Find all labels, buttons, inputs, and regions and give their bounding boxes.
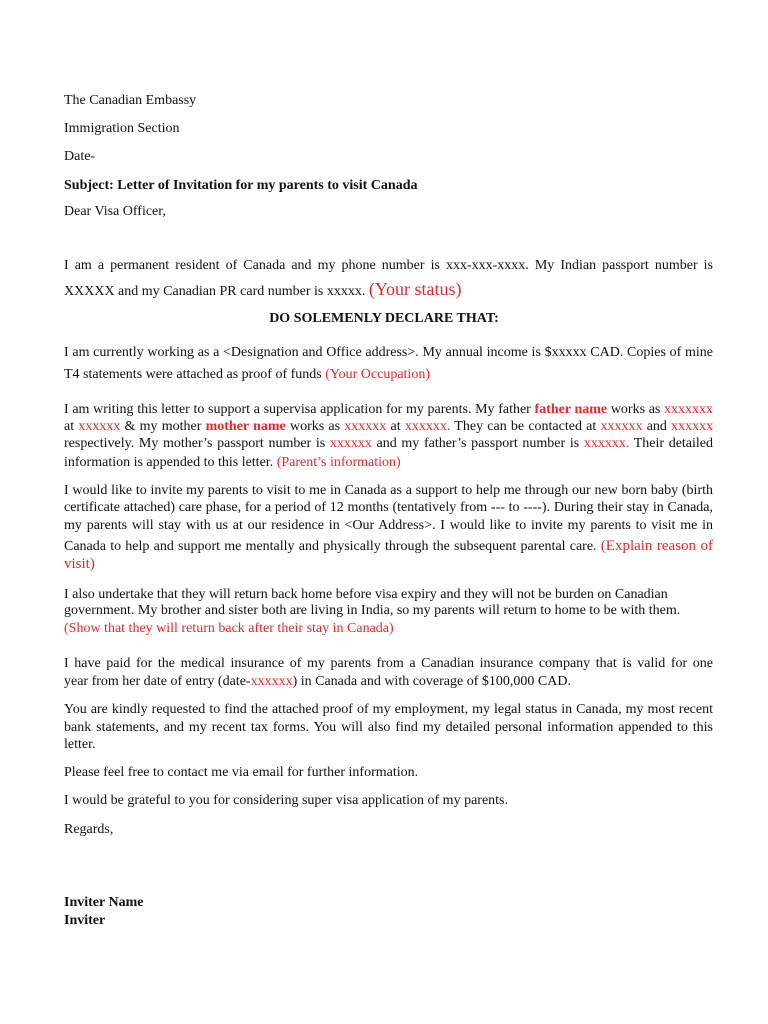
reason-note: (Explain reason of — [600, 538, 714, 554]
father-passport-placeholder: xxxxxx. — [583, 436, 630, 451]
p3-text: works as — [289, 419, 341, 434]
p3-text: & my mother — [124, 419, 202, 434]
p3-text: and — [646, 419, 667, 434]
reason-note-cont: visit) — [64, 556, 95, 572]
occupation-note: (Your Occupation) — [325, 367, 430, 382]
p3-text: works as — [610, 402, 661, 417]
p3-line1 — [64, 402, 713, 418]
p3-text: respectively. My mother’s passport number is — [64, 436, 326, 451]
your-status-note: (Your status) — [368, 279, 462, 299]
parents-info-note: (Parent’s information) — [276, 455, 401, 470]
p2-line2 — [64, 367, 430, 383]
p3-text: They can be contacted at — [454, 419, 597, 434]
declaration-heading: DO SOLEMENLY DECLARE THAT: — [269, 311, 499, 326]
p3-line4 — [64, 455, 401, 471]
father-workplace-placeholder: xxxxxxx — [664, 402, 714, 417]
p7-line3: letter. — [64, 737, 96, 752]
p4-line3: my parents will stay with us at our residence in <Our Address>. I would like to invite my parents to visit me in — [64, 518, 713, 533]
p2-text: T4 statements were attached as proof of funds — [64, 367, 322, 382]
date-line: Date- — [64, 149, 96, 164]
mother-name-placeholder: mother name — [205, 419, 286, 434]
entry-date-placeholder: xxxxxx — [250, 674, 293, 689]
p1-line1: I am a permanent resident of Canada and my phone number is xxx-xxx-xxxx. My Indian passport number is — [64, 258, 713, 273]
p3-line2 — [64, 419, 713, 435]
p5-line2: government. My brother and sister both are living in India, so my parents will return to home to be with them. — [64, 603, 681, 618]
p3-text: at — [390, 419, 401, 434]
p3-text: at — [64, 419, 75, 434]
subject-line: Subject: Letter of Invitation for my parents to visit Canada — [64, 178, 418, 193]
p3-text: and my father’s passport number is — [376, 436, 580, 451]
placeholder: xxxxxx — [600, 419, 643, 434]
p6-line2 — [64, 674, 571, 690]
p3-line3 — [64, 436, 713, 452]
mother-passport-placeholder: xxxxxx — [329, 436, 372, 451]
father-name-placeholder: father name — [534, 402, 608, 417]
return-note: (Show that they will return back after their stay in Canada) — [64, 621, 394, 636]
p4-text: Canada to help and support me mentally and physically through the subsequent parental care. — [64, 539, 597, 554]
p1-text: XXXXX and my Canadian PR card number is xxxxx. — [64, 284, 366, 299]
p2-line1: I am currently working as a <Designation and Office address>. My annual income is $xxxxx CAD. Copies of mine — [64, 345, 713, 360]
addressee-line: The Canadian Embassy — [64, 93, 197, 108]
p6-text: year from her date of entry (date- — [64, 674, 251, 689]
p3-text: I am writing this letter to support a supervisa application for my parents. My father — [64, 402, 531, 417]
p1-line2 — [64, 278, 462, 303]
p9-line: I would be grateful to you for considering super visa application of my parents. — [64, 793, 508, 808]
p7-line2: bank statements, and my recent tax forms. You will also find my detailed personal information appended to this — [64, 720, 713, 735]
placeholder: xxxxxx — [344, 419, 387, 434]
inviter-title: Inviter — [64, 913, 106, 928]
p6-line1: I have paid for the medical insurance of my parents from a Canadian insurance company that is valid for one — [64, 656, 713, 671]
section-line: Immigration Section — [64, 121, 180, 136]
placeholder: xxxxxx — [671, 419, 714, 434]
placeholder: xxxxxx. — [404, 419, 451, 434]
p4-line1: I would like to invite my parents to visit to me in Canada as a support to help me through our new born baby (birth — [64, 483, 713, 498]
p4-line4 — [64, 537, 713, 556]
inviter-name: Inviter Name — [64, 895, 144, 910]
p7-line1: You are kindly requested to find the attached proof of my employment, my legal status in Canada, my most recent — [64, 702, 713, 717]
salutation-line: Dear Visa Officer, — [64, 204, 166, 219]
p5-line1: I also undertake that they will return back home before visa expiry and they will not be burden on Canadian — [64, 587, 668, 602]
closing-line: Regards, — [64, 822, 114, 837]
p6-text: ) in Canada and with coverage of $100,000 CAD. — [292, 674, 571, 689]
p3-text: Their detailed — [633, 436, 714, 451]
p4-line2: certificate attached) care phase, for a period of 12 months (tentatively from --- to ----). During their stay in Canada, — [64, 500, 713, 515]
p3-text: information is appended to this letter. — [64, 455, 274, 470]
placeholder: xxxxxx — [78, 419, 121, 434]
p8-line: Please feel free to contact me via email for further information. — [64, 765, 419, 780]
